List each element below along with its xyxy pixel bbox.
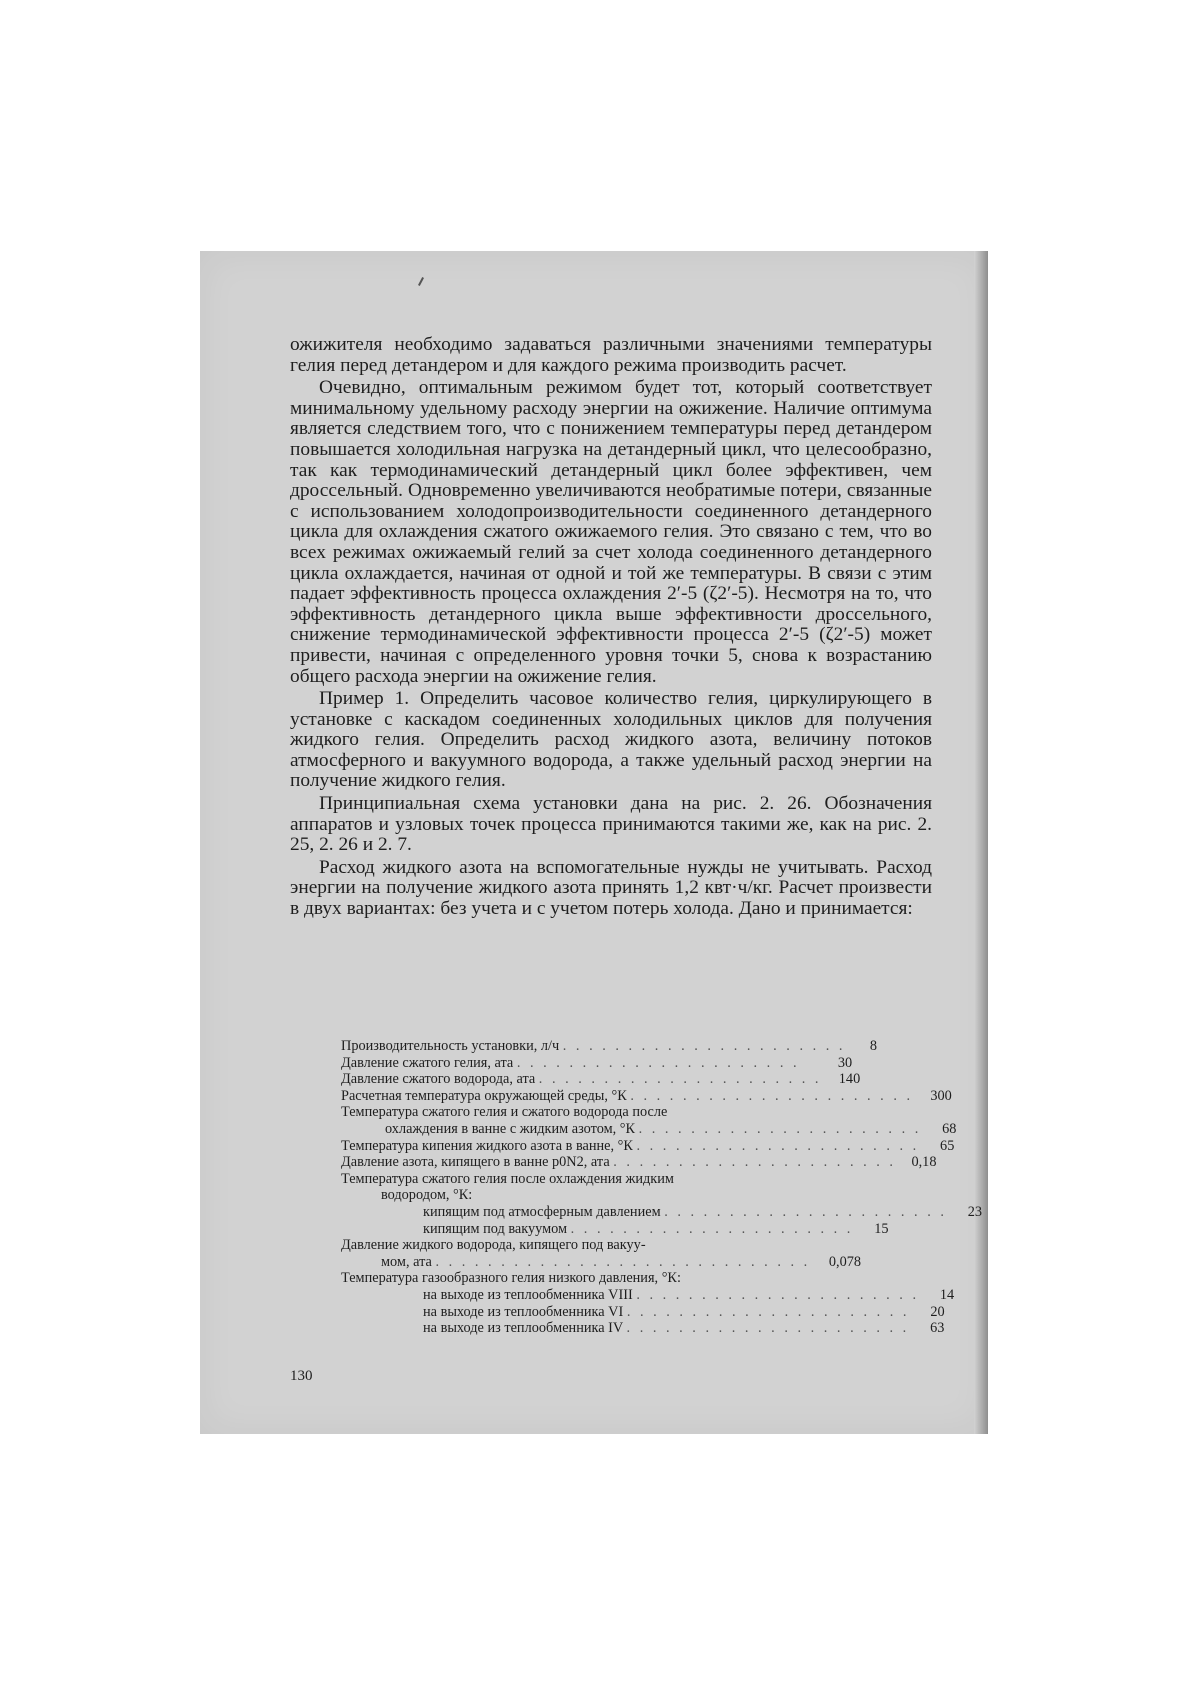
given-row: Температура газообразного гелия низкого давления, °К: xyxy=(341,1270,681,1287)
given-row: Температура кипения жидкого азота в ванне, °К . . . . . . . . . . . . . . . . . . . . . . 65 xyxy=(341,1137,955,1154)
given-row: Давление жидкого водорода, кипящего под вакуу- xyxy=(341,1237,646,1254)
given-row: на выходе из теплообменника VIII . . . . . . . . . . . . . . . . . . . . . . 14 xyxy=(423,1286,955,1303)
given-row: Давление сжатого гелия, ата . . . . . . . . . . . . . . . . . . . . . . 30 xyxy=(341,1054,853,1071)
given-row: Расчетная температура окружающей среды, °К . . . . . . . . . . . . . . . . . . . . . . 300 xyxy=(341,1087,952,1104)
paragraph: Расход жидкого азота на вспомогательные нужды не учитывать. Расход энергии на получение жидкого азота принять 1,2 квт·ч/кг. Расчет произвести в двух вариантах: без учета и с учетом потерь холода. Дано и принимается: xyxy=(290,856,932,920)
given-row: Производительность установки, л/ч . . . . . . . . . . . . . . . . . . . . . . 8 xyxy=(341,1038,878,1054)
given-row: мом, ата . . . . . . . . . . . . . . . . . . . . . . . . . . . . . 0,078 xyxy=(381,1253,862,1270)
paragraph: Пример 1. Определить часовое количество гелия, циркулирующего в установке с каскадом соединенных холодильных циклов для получения жидкого гелия. Определить расход жидкого азота, величину потоков атмосферного и вакуумного водорода, а также удельный расход энергии на получение жидкого гелия. xyxy=(290,688,932,792)
scan-mark xyxy=(418,277,424,286)
given-row: охлаждения в ванне с жидким азотом, °К . . . . . . . . . . . . . . . . . . . . . . 68 xyxy=(385,1120,957,1137)
page-number: 130 xyxy=(290,1368,313,1384)
body-text xyxy=(290,335,932,920)
given-row: Температура сжатого гелия после охлаждения жидким xyxy=(341,1170,674,1187)
given-row: на выходе из теплообменника IV . . . . . . . . . . . . . . . . . . . . . . 63 xyxy=(423,1320,945,1337)
given-row: на выходе из теплообменника VI . . . . . . . . . . . . . . . . . . . . . . 20 xyxy=(423,1303,945,1320)
given-row: Давление азота, кипящего в ванне p0N2, ата . . . . . . . . . . . . . . . . . . . . . . 0,18 xyxy=(341,1154,937,1171)
given-row: Температура сжатого гелия и сжатого водорода после xyxy=(341,1104,668,1121)
given-row: водородом, °К: xyxy=(381,1187,473,1204)
paragraph: ожижителя необходимо задаваться различными значениями температуры гелия перед детандером и для каждого режима производить расчет. xyxy=(290,334,932,376)
given-row: Давление сжатого водорода, ата . . . . . . . . . . . . . . . . . . . . . . 140 xyxy=(341,1071,861,1088)
given-row: кипящим под вакуумом . . . . . . . . . . . . . . . . . . . . . . 15 xyxy=(423,1220,889,1237)
paragraph: Принципиальная схема установки дана на рис. 2. 26. Обозначения аппаратов и узловых точек процесса принимаются такими же, как на рис. 2. 25, 2. 26 и 2. 7. xyxy=(290,793,932,856)
paragraph: Очевидно, оптимальным режимом будет тот, который соответствует минимальному удельному расходу энергии на ожижение. Наличие оптимума является следствием того, что с понижением температуры перед детандером повышается холодильная нагрузка на детандерный цикл, что целесообразно, так как термодинамический детандерный цикл более эффективен, чем дроссельный. Одновременно увеличиваются необратимые потери, связанные с использованием холодопроизводительности соединенного детандерного цикла для охлаждения сжатого ожижаемого гелия. Это связано с тем, что во всех режимах ожижаемый гелий за счет холода соединенного детандерного цикла охлаждается, начиная от одной и той же температуры. В связи с этим падает эффективность процесса охлаждения 2′-5 (ζ2′-5). Несмотря на то, что эффективность детандерного цикла выше эффективности дроссельного, снижение термодинамической эффективности процесса 2′-5 (ζ2′-5) может привести, начиная с определенного уровня точки 5, снова к возрастанию общего расхода энергии на ожижение гелия. xyxy=(290,377,932,687)
given-row: кипящим под атмосферным давлением . . . . . . . . . . . . . . . . . . . . . . 23 xyxy=(423,1203,983,1220)
given-data-list xyxy=(341,1038,983,1337)
scanned-page xyxy=(200,251,988,1434)
page-edge-shadow xyxy=(974,251,988,1434)
